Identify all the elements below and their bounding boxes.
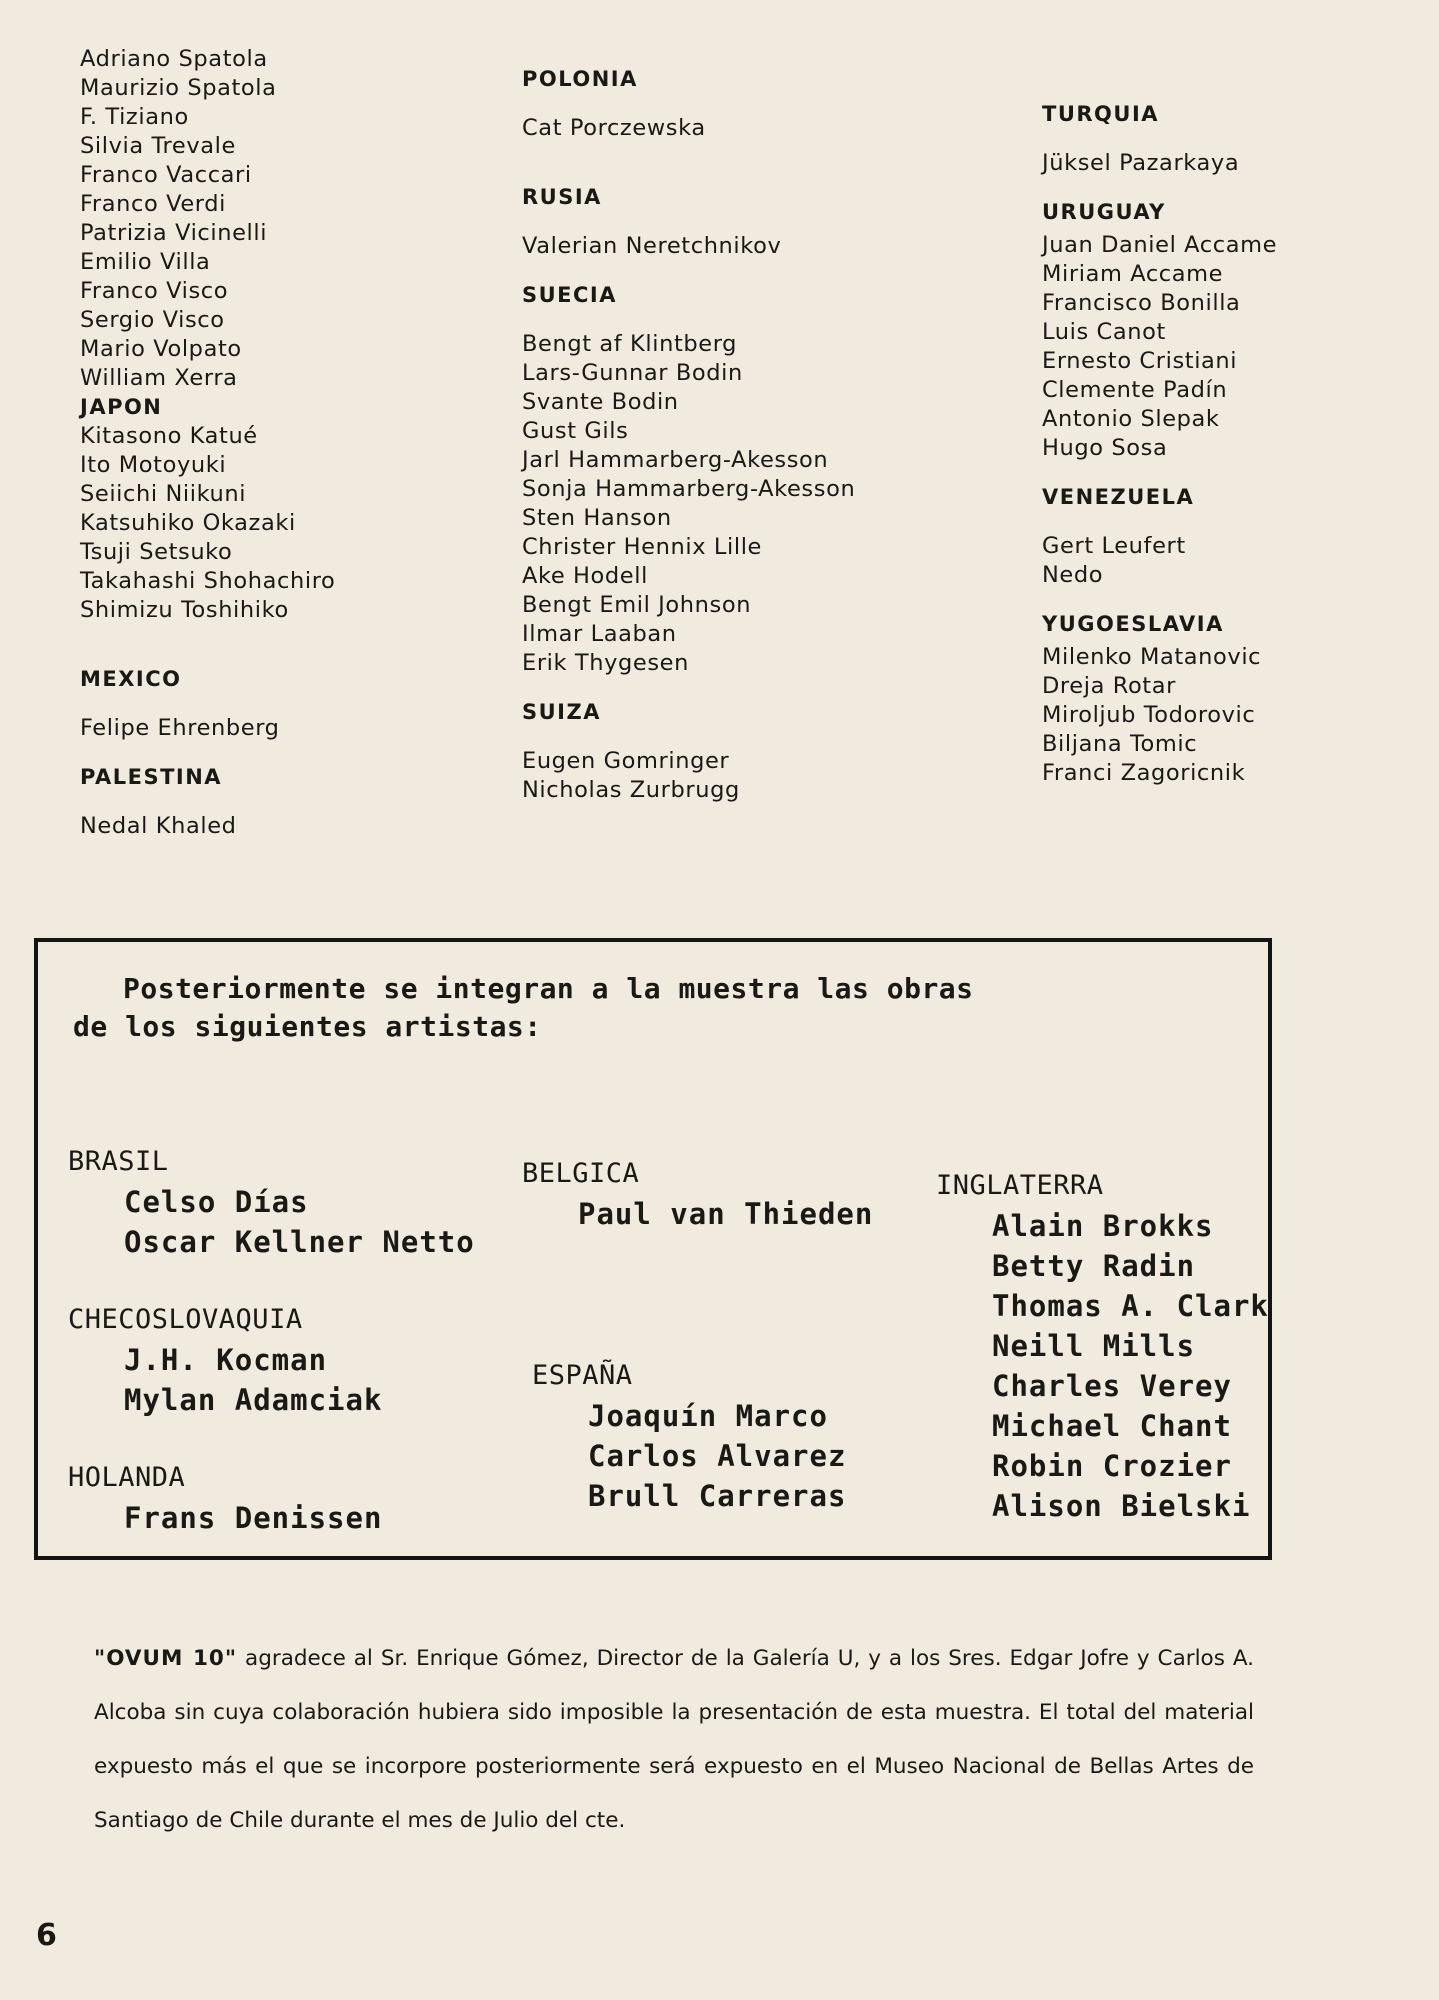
artist-name: Franco Vaccari [80, 162, 252, 188]
country-heading-japon: JAPON [80, 395, 163, 419]
artist-name: Dreja Rotar [1042, 673, 1176, 699]
right-column [1042, 100, 1422, 788]
page-number: 6 [36, 1918, 57, 1953]
middle-column [522, 65, 942, 805]
suecia-list [522, 330, 942, 678]
artist-name: Nedal Khaled [80, 813, 237, 839]
addendum-country-inglaterra: INGLATERRA [936, 1170, 1104, 1201]
artist-name: Nicholas Zurbrugg [522, 777, 740, 803]
country-heading-suecia: SUECIA [522, 283, 617, 307]
artist-name: Clemente Padín [1042, 377, 1228, 403]
artist-name: Biljana Tomic [1042, 731, 1198, 757]
addendum-group-brasil [68, 1142, 475, 1262]
artist-name: Sonja Hammarberg-Akesson [522, 476, 856, 502]
italy-list [80, 45, 480, 393]
country-heading-turquia: TURQUIA [1042, 102, 1160, 126]
artist-name: Gust Gils [522, 418, 629, 444]
artist-name: Nedo [1042, 562, 1104, 588]
artist-name: Mario Volpato [80, 336, 242, 362]
artist-name: Bengt af Klintberg [522, 331, 738, 357]
addendum-group-belgica [522, 1154, 873, 1234]
artist-name: Francisco Bonilla [1042, 290, 1241, 316]
uruguay-list [1042, 231, 1422, 463]
artist-name: J.H. Kocman [124, 1343, 328, 1377]
artist-name: Franco Visco [80, 278, 229, 304]
country-heading-polonia: POLONIA [522, 67, 638, 91]
artist-name: Kitasono Katué [80, 423, 258, 449]
addendum-intro-line2: de los siguientes artistas: [73, 1010, 542, 1043]
artist-name: Hugo Sosa [1042, 435, 1168, 461]
addendum-country-espana: ESPAÑA [532, 1360, 633, 1391]
country-heading-yugoeslavia: YUGOESLAVIA [1042, 612, 1224, 636]
artist-name: Sergio Visco [80, 307, 225, 333]
left-column [80, 45, 480, 841]
artist-name: Ake Hodell [522, 563, 648, 589]
artist-name: Bengt Emil Johnson [522, 592, 752, 618]
country-heading-venezuela: VENEZUELA [1042, 485, 1195, 509]
artist-name: Ernesto Cristiani [1042, 348, 1238, 374]
addendum-group-espana [532, 1356, 846, 1516]
artist-name: Tsuji Setsuko [80, 539, 233, 565]
country-heading-palestina: PALESTINA [80, 765, 223, 789]
artist-name: Brull Carreras [588, 1479, 847, 1513]
japon-list [80, 422, 480, 625]
artist-name: Oscar Kellner Netto [124, 1225, 475, 1259]
artist-name: Milenko Matanovic [1042, 644, 1262, 670]
artist-name: Cat Porczewska [522, 115, 706, 141]
artist-name: Takahashi Shohachiro [80, 568, 336, 594]
artist-name: Franco Verdi [80, 191, 226, 217]
country-heading-mexico: MEXICO [80, 667, 182, 691]
artist-name: Adriano Spatola [80, 46, 268, 72]
acknowledgement-paragraph [94, 1632, 1254, 1848]
artist-name: Paul van Thieden [578, 1197, 874, 1231]
artist-name: Alain Brokks [992, 1209, 1214, 1243]
artist-name: William Xerra [80, 365, 238, 391]
addendum-intro-line1: Posteriormente se integran a la muestra las obras [123, 972, 974, 1005]
artist-name: Charles Verey [992, 1369, 1232, 1403]
artist-name: Neill Mills [992, 1329, 1196, 1363]
artist-name: Mylan Adamciak [124, 1383, 383, 1417]
artist-name: Silvia Trevale [80, 133, 236, 159]
artist-name: Alison Bielski [992, 1489, 1251, 1523]
addendum-box [34, 938, 1272, 1560]
artist-name: Valerian Neretchnikov [522, 233, 782, 259]
artist-name: Sten Hanson [522, 505, 672, 531]
addendum-group-checoslovaquia [68, 1300, 382, 1420]
addendum-country-checoslovaquia: CHECOSLOVAQUIA [68, 1304, 303, 1335]
artist-name: Miroljub Todorovic [1042, 702, 1256, 728]
artist-name: Juan Daniel Accame [1042, 232, 1278, 258]
artist-name: Emilio Villa [80, 249, 211, 275]
artist-name: Erik Thygesen [522, 650, 689, 676]
artist-name: Felipe Ehrenberg [80, 715, 280, 741]
country-heading-uruguay: URUGUAY [1042, 200, 1166, 224]
artist-name: Christer Hennix Lille [522, 534, 762, 560]
artist-name: Gert Leufert [1042, 533, 1186, 559]
artist-name: Lars-Gunnar Bodin [522, 360, 743, 386]
artist-name: Frans Denissen [124, 1501, 383, 1535]
artist-name: Shimizu Toshihiko [80, 597, 289, 623]
addendum-group-holanda [68, 1458, 382, 1538]
suiza-list [522, 747, 942, 805]
addendum-country-belgica: BELGICA [522, 1158, 640, 1189]
artist-name: Carlos Alvarez [588, 1439, 847, 1473]
artist-name: Betty Radin [992, 1249, 1196, 1283]
artist-name: Antonio Slepak [1042, 406, 1220, 432]
venezuela-list [1042, 532, 1422, 590]
addendum-country-holanda: HOLANDA [68, 1462, 186, 1493]
artist-name: Michael Chant [992, 1409, 1232, 1443]
artist-name: Ilmar Laaban [522, 621, 677, 647]
country-heading-suiza: SUIZA [522, 700, 601, 724]
acknowledgement-text: agradece al Sr. Enrique Gómez, Director de la Galería U, y a los Sres. Edgar Jofre y Carlos A. Alcoba sin cuya colaboración hubiera sido imposible la presentación de esta muestra. El total del material expuesto más el que se incorpore posteriormente será expuesto en el Museo Nacional de Bellas Artes de Santiago de Chile durante el mes de Julio del cte. [94, 1646, 1255, 1833]
artist-name: Jüksel Pazarkaya [1042, 150, 1240, 176]
artist-name: Celso Días [124, 1185, 309, 1219]
artist-name: Jarl Hammarberg-Akesson [522, 447, 829, 473]
artist-name: Luis Canot [1042, 319, 1166, 345]
artist-name: Katsuhiko Okazaki [80, 510, 296, 536]
artist-name: Svante Bodin [522, 389, 679, 415]
publication-name: "OVUM 10" [94, 1646, 238, 1671]
artist-name: Seiichi Niikuni [80, 481, 247, 507]
addendum-group-inglaterra [936, 1166, 1269, 1526]
artist-name: Eugen Gomringer [522, 748, 730, 774]
country-heading-rusia: RUSIA [522, 185, 602, 209]
artist-name: Miriam Accame [1042, 261, 1224, 287]
yugoeslavia-list [1042, 643, 1422, 788]
addendum-country-brasil: BRASIL [68, 1146, 169, 1177]
artist-name: Franci Zagoricnik [1042, 760, 1246, 786]
artist-name: F. Tiziano [80, 104, 189, 130]
artist-name: Ito Motoyuki [80, 452, 227, 478]
addendum-intro [73, 970, 1233, 1046]
artist-name: Thomas A. Clark [992, 1289, 1269, 1323]
artist-name: Maurizio Spatola [80, 75, 277, 101]
artist-name: Robin Crozier [992, 1449, 1232, 1483]
artist-name: Joaquín Marco [588, 1399, 828, 1433]
artist-name: Patrizia Vicinelli [80, 220, 268, 246]
